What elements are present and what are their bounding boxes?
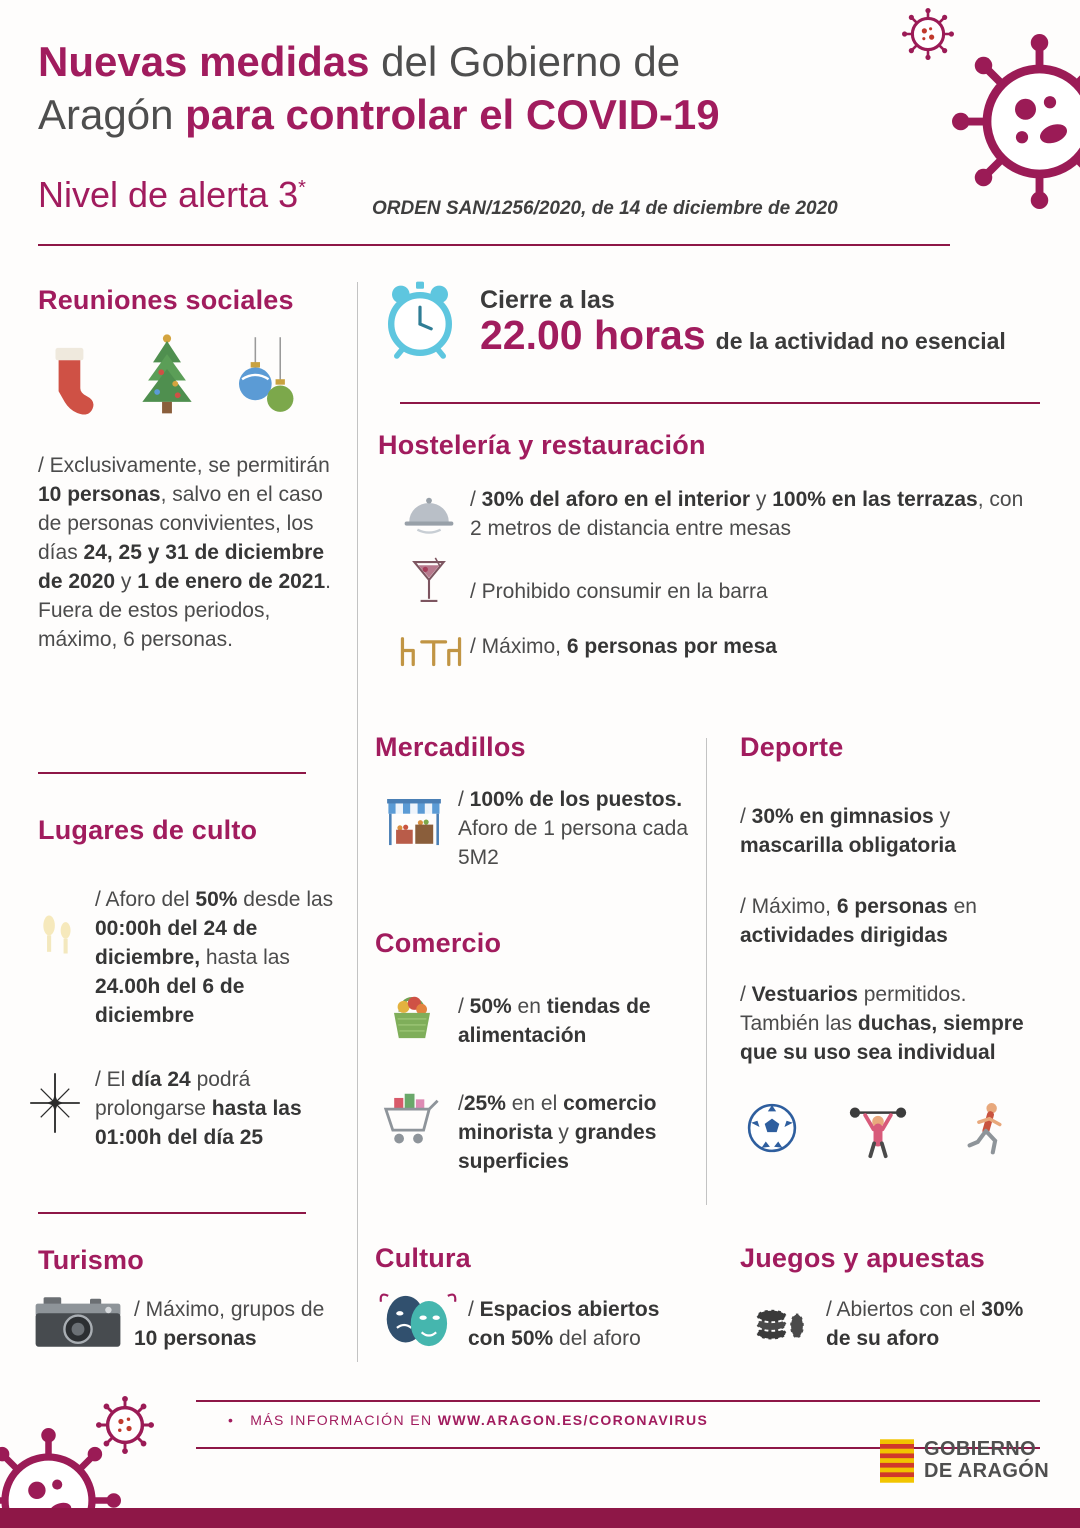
alarm-clock-icon [380, 280, 460, 360]
alert-level [38, 174, 306, 216]
virus-icon [952, 34, 1080, 209]
section-title-hosteleria: Hostelería y restauración [378, 430, 706, 460]
footer-info-label: MÁS INFORMACIÓN EN [250, 1412, 438, 1428]
christmas-decorations [40, 330, 302, 426]
footer-info [228, 1412, 708, 1428]
closure-time: 22.00 horas [480, 312, 706, 358]
christmas-stocking-icon [40, 338, 102, 426]
cocktail-icon [408, 548, 450, 616]
shopping-cart-icon [376, 1086, 446, 1154]
gobierno-aragon-logo [880, 1438, 1049, 1484]
grocery-basket-icon [382, 986, 442, 1044]
logo-line-2: DE ARAGÓN [924, 1460, 1050, 1482]
cultura-item-text: / Espacios abiertos con 50% del aforo [468, 1298, 660, 1350]
culto-item-aforo: / Aforo del 50% desde las 00:00h del 24 de diciembre, hasta las 24.00h del 6 de diciembre [95, 888, 334, 1027]
column-divider [357, 282, 358, 1362]
section-title-juegos: Juegos y apuestas [740, 1243, 986, 1273]
runner-icon [958, 1099, 1016, 1157]
juegos-item-text: / Abiertos con el 30% de su aforo [826, 1298, 1024, 1350]
section-divider [38, 772, 306, 774]
reuniones-body-text: / Exclusivamente, se permitirán 10 personas, salvo en el caso de personas convivientes, los días 24, 25 y 31 de diciembre de 2020 y 1 de enero de 2021. Fuera de estos periodos, máximo, 6 personas. [38, 454, 332, 651]
turismo-item-text: / Máximo, grupos de 10 personas [134, 1298, 325, 1350]
closure-suffix: de la actividad no esencial [715, 328, 1006, 354]
serving-dish-icon [400, 492, 458, 536]
closure-time-line [480, 312, 1006, 359]
theater-masks-icon [378, 1290, 458, 1352]
section-title-cultura: Cultura [375, 1243, 471, 1273]
footer-divider-top [196, 1400, 1040, 1402]
hosteleria-item-aforo: / 30% del aforo en el interior y 100% en las terrazas, con 2 metros de distancia entre mesas [470, 488, 1024, 540]
camera-icon [34, 1294, 122, 1350]
order-reference: ORDEN SAN/1256/2020, de 14 de diciembre de 2020 [372, 198, 838, 219]
section-divider [400, 402, 1040, 404]
page-title [38, 36, 720, 141]
footer-bullet: • [228, 1412, 235, 1428]
mercadillos-item-text: / 100% de los puestos. Aforo de 1 persona cada 5M2 [458, 788, 688, 869]
section-divider [38, 1212, 306, 1214]
section-title-culto: Lugares de culto [38, 815, 258, 845]
candles-icon [26, 912, 92, 962]
weightlifter-icon [846, 1096, 910, 1160]
footer-url-link[interactable]: WWW.ARAGON.ES/CORONAVIRUS [437, 1412, 709, 1428]
section-title-comercio: Comercio [375, 928, 502, 958]
deporte-item-vestuarios: / Vestuarios permitidos. También las duchas, siempre que su uso sea individual [740, 983, 1024, 1064]
deporte-item-actividades: / Máximo, 6 personas en actividades dirigidas [740, 895, 977, 947]
sports-icons [746, 1096, 1016, 1160]
section-title-turismo: Turismo [38, 1245, 144, 1275]
deporte-item-gimnasios: / 30% en gimnasios y mascarilla obligatoria [740, 805, 956, 857]
bottom-color-bar [0, 1508, 1080, 1528]
table-chairs-icon [396, 630, 466, 670]
page-title-line-2: Aragón para controlar el COVID-19 [38, 90, 720, 138]
alert-asterisk: * [298, 177, 306, 199]
star-icon [24, 1072, 86, 1134]
section-title-reuniones: Reuniones sociales [38, 285, 294, 315]
poker-chips-icon [748, 1292, 810, 1348]
virus-icon [902, 8, 954, 60]
alert-level-text: Nivel de alerta 3 [38, 174, 299, 215]
hosteleria-item-mesa: / Máximo, 6 personas por mesa [470, 635, 777, 658]
aragon-flag-icon [880, 1438, 914, 1484]
soccer-ball-icon [746, 1102, 798, 1154]
header-divider [38, 244, 950, 246]
baubles-icon [232, 334, 302, 426]
column-divider [706, 738, 707, 1205]
culto-item-dia24: / El día 24 podrá prolongarse hasta las 01:00h del día 25 [95, 1068, 302, 1149]
comercio-item-minorista: /25% en el comercio minorista y grandes superficies [458, 1092, 657, 1173]
section-title-mercadillos: Mercadillos [375, 732, 526, 762]
page-title-line-1: Nuevas medidas del Gobierno de [38, 38, 681, 85]
section-title-deporte: Deporte [740, 732, 844, 762]
christmas-tree-icon [130, 330, 204, 426]
logo-text [924, 1439, 1049, 1482]
closure-label: Cierre a las [480, 286, 615, 314]
logo-line-1: GOBIERNO [924, 1438, 1037, 1461]
comercio-item-alimentacion: / 50% en tiendas de alimentación [458, 995, 651, 1047]
hosteleria-item-barra: / Prohibido consumir en la barra [470, 580, 768, 603]
market-stall-icon [382, 792, 446, 854]
